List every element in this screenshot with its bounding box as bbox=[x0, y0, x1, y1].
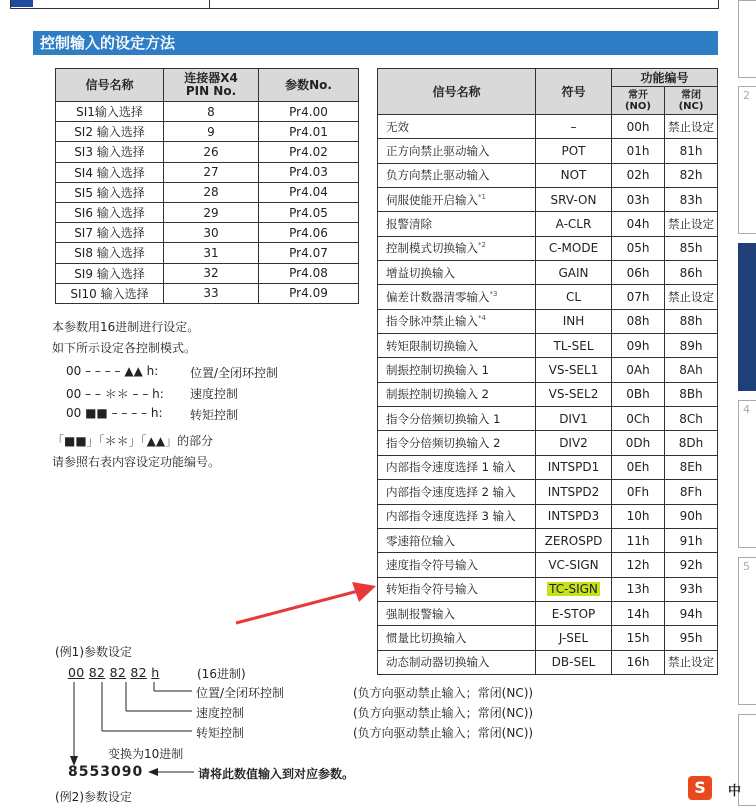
signal-name-cell: SI2 输入选择 bbox=[56, 122, 164, 142]
signal-name-cell: SI10 输入选择 bbox=[56, 283, 164, 303]
signal-name-cell: 内部指令速度选择 1 输入 bbox=[378, 455, 536, 479]
symbol-cell: INH bbox=[536, 309, 612, 333]
normally-closed-cell: 8Bh bbox=[665, 382, 718, 406]
normally-closed-cell: 禁止设定 bbox=[665, 115, 718, 139]
normally-open-cell: 00h bbox=[612, 115, 665, 139]
normally-closed-cell: 94h bbox=[665, 601, 718, 625]
symbol-cell: DIV1 bbox=[536, 407, 612, 431]
table-row bbox=[378, 407, 718, 431]
param-no-cell: Pr4.02 bbox=[259, 142, 359, 162]
signal-name-cell: 制振控制切换输入 1 bbox=[378, 358, 536, 382]
symbol-cell: DB-SEL bbox=[536, 650, 612, 674]
param-no-cell: Pr4.01 bbox=[259, 122, 359, 142]
footnote-mark: *1 bbox=[478, 192, 486, 201]
normally-open-cell: 15h bbox=[612, 626, 665, 650]
normally-open-cell: 13h bbox=[612, 577, 665, 601]
signal-name-cell: 偏差计数器清零输入$^{*3}$ bbox=[378, 285, 536, 309]
table-row bbox=[378, 480, 718, 504]
table-row bbox=[378, 236, 718, 260]
normally-open-cell: 02h bbox=[612, 163, 665, 187]
symbol-cell: – bbox=[536, 115, 612, 139]
table-row bbox=[56, 202, 359, 222]
left-arrow-icon bbox=[148, 765, 196, 779]
table-row bbox=[378, 358, 718, 382]
mode-torque-label: 转矩控制 bbox=[190, 408, 239, 422]
signal-name-cell: 惯量比切换输入 bbox=[378, 626, 536, 650]
normally-closed-cell: 95h bbox=[665, 626, 718, 650]
symbol-cell bbox=[536, 577, 612, 601]
ime-logo-icon[interactable]: S bbox=[688, 776, 712, 800]
table-row bbox=[378, 212, 718, 236]
col-normally-open: 常开 (NO) bbox=[612, 87, 665, 115]
symbol-cell: A-CLR bbox=[536, 212, 612, 236]
param-no-cell: Pr4.04 bbox=[259, 182, 359, 202]
col-function-number: 功能编号 bbox=[612, 69, 718, 87]
symbol-cell: POT bbox=[536, 139, 612, 163]
signal-name-cell: 增益切换输入 bbox=[378, 261, 536, 285]
signal-name-cell: 内部指令速度选择 3 输入 bbox=[378, 504, 536, 528]
table-row bbox=[378, 261, 718, 285]
normally-open-cell: 0Fh bbox=[612, 480, 665, 504]
pin-no-cell: 27 bbox=[164, 162, 259, 182]
table-row bbox=[378, 431, 718, 455]
table-row bbox=[378, 626, 718, 650]
input-selection-table bbox=[55, 68, 359, 304]
normally-open-cell: 0Ch bbox=[612, 407, 665, 431]
sidebar-tab-2[interactable]: 2 bbox=[738, 86, 756, 234]
table-row bbox=[378, 139, 718, 163]
example-1-label-position: 位置/全闭环控制 bbox=[196, 686, 285, 700]
pin-no-cell: 31 bbox=[164, 243, 259, 263]
normally-open-cell: 07h bbox=[612, 285, 665, 309]
mode-torque-code: 00 ■■ – – – – h: bbox=[66, 406, 163, 420]
normally-closed-cell: 禁止设定 bbox=[665, 212, 718, 236]
normally-open-cell: 0Eh bbox=[612, 455, 665, 479]
pin-no-cell: 32 bbox=[164, 263, 259, 283]
mode-speed-label: 速度控制 bbox=[190, 387, 239, 401]
symbol-cell: C-MODE bbox=[536, 236, 612, 260]
param-no-cell: Pr4.06 bbox=[259, 223, 359, 243]
signal-name-cell: 零速箝位输入 bbox=[378, 528, 536, 552]
symbol-cell: INTSPD2 bbox=[536, 480, 612, 504]
table-row bbox=[378, 188, 718, 212]
normally-open-cell: 10h bbox=[612, 504, 665, 528]
normally-closed-cell: 81h bbox=[665, 139, 718, 163]
sidebar-tab-3-active[interactable] bbox=[738, 243, 756, 391]
normally-closed-cell: 82h bbox=[665, 163, 718, 187]
table-row bbox=[56, 102, 359, 122]
normally-open-cell: 0Dh bbox=[612, 431, 665, 455]
signal-name-cell: 转矩限制切换输入 bbox=[378, 334, 536, 358]
signal-name-cell: SI4 输入选择 bbox=[56, 162, 164, 182]
sidebar-tab-4[interactable]: 4 bbox=[738, 400, 756, 548]
signal-name-cell: 无效 bbox=[378, 115, 536, 139]
table-row bbox=[378, 553, 718, 577]
signal-name-cell: SI9 输入选择 bbox=[56, 263, 164, 283]
normally-open-cell: 06h bbox=[612, 261, 665, 285]
pin-no-cell: 30 bbox=[164, 223, 259, 243]
example-1-meaning-1: (负方向驱动禁止输入；常闭(NC)) bbox=[353, 686, 534, 700]
mode-position-label: 位置/全闭环控制 bbox=[190, 366, 279, 380]
normally-closed-cell: 8Ch bbox=[665, 407, 718, 431]
symbol-cell: E-STOP bbox=[536, 601, 612, 625]
normally-closed-cell: 90h bbox=[665, 504, 718, 528]
signal-name-cell: 转矩指令符号输入 bbox=[378, 577, 536, 601]
symbol-cell: TL-SEL bbox=[536, 334, 612, 358]
section-heading: 控制输入的设定方法 bbox=[33, 31, 718, 55]
signal-name-cell: 动态制动器切换输入 bbox=[378, 650, 536, 674]
table-row bbox=[56, 122, 359, 142]
normally-closed-cell: 8Eh bbox=[665, 455, 718, 479]
param-no-cell: Pr4.09 bbox=[259, 283, 359, 303]
param-no-cell: Pr4.03 bbox=[259, 162, 359, 182]
highlighted-symbol: TC-SIGN bbox=[549, 582, 598, 597]
symbol-cell: INTSPD1 bbox=[536, 455, 612, 479]
col-symbol: 符号 bbox=[536, 69, 612, 115]
param-no-cell: Pr4.00 bbox=[259, 102, 359, 122]
normally-closed-cell: 92h bbox=[665, 553, 718, 577]
signal-name-cell: 控制模式切换输入$^{*2}$ bbox=[378, 236, 536, 260]
normally-closed-cell: 91h bbox=[665, 528, 718, 552]
signal-name-cell: SI6 输入选择 bbox=[56, 202, 164, 222]
mode-position-code: 00 – – – – ▲▲ h: bbox=[66, 364, 159, 378]
footnote-mark: *4 bbox=[478, 314, 486, 323]
ref-line-2: 请参照右表内容设定功能编号。 bbox=[52, 455, 221, 469]
normally-closed-cell: 88h bbox=[665, 309, 718, 333]
table-row bbox=[378, 163, 718, 187]
convert-decimal-label: 变换为10进制 bbox=[108, 747, 184, 761]
footnote-mark: *2 bbox=[478, 241, 486, 250]
table-header-row bbox=[56, 69, 359, 102]
signal-name-cell: 制振控制切换输入 2 bbox=[378, 382, 536, 406]
normally-closed-cell: 86h bbox=[665, 261, 718, 285]
normally-open-cell: 05h bbox=[612, 236, 665, 260]
pin-no-cell: 29 bbox=[164, 202, 259, 222]
normally-closed-cell: 85h bbox=[665, 236, 718, 260]
table-row bbox=[56, 263, 359, 283]
previous-table-accent bbox=[11, 0, 33, 7]
symbol-cell: NOT bbox=[536, 163, 612, 187]
ref-line-1: 「■■」「＊＊」「▲▲」的部分 bbox=[52, 434, 214, 448]
table-row bbox=[56, 162, 359, 182]
table-row bbox=[378, 382, 718, 406]
normally-open-cell: 08h bbox=[612, 309, 665, 333]
normally-closed-cell: 8Dh bbox=[665, 431, 718, 455]
table-row bbox=[378, 601, 718, 625]
table-row bbox=[56, 182, 359, 202]
example-1-code: 00 82 82 82 h bbox=[68, 665, 160, 680]
normally-open-cell: 11h bbox=[612, 528, 665, 552]
sidebar-tab-5[interactable]: 5 bbox=[738, 557, 756, 705]
symbol-cell: INTSPD3 bbox=[536, 504, 612, 528]
symbol-cell: DIV2 bbox=[536, 431, 612, 455]
table-row bbox=[378, 115, 718, 139]
signal-name-cell: 伺服使能开启输入$^{*1}$ bbox=[378, 188, 536, 212]
symbol-cell: SRV-ON bbox=[536, 188, 612, 212]
function-number-table bbox=[377, 68, 718, 675]
input-instruction: 请将此数值输入到对应参数。 bbox=[198, 767, 355, 781]
mode-speed-code: 00 – – ＊＊ – – h: bbox=[66, 387, 164, 401]
example-1-meaning-3: (负方向驱动禁止输入；常闭(NC)) bbox=[353, 726, 534, 740]
table-row bbox=[56, 243, 359, 263]
normally-open-cell: 14h bbox=[612, 601, 665, 625]
normally-closed-cell: 89h bbox=[665, 334, 718, 358]
decimal-value: 8553090 bbox=[68, 764, 144, 780]
signal-name-cell: 正方向禁止驱动输入 bbox=[378, 139, 536, 163]
symbol-cell: J-SEL bbox=[536, 626, 612, 650]
table-row bbox=[378, 285, 718, 309]
example-1-label-torque: 转矩控制 bbox=[196, 726, 245, 740]
symbol-cell: ZEROSPD bbox=[536, 528, 612, 552]
example-2-title: (例2)参数设定 bbox=[55, 790, 132, 804]
pin-no-cell: 28 bbox=[164, 182, 259, 202]
normally-closed-cell: 8Fh bbox=[665, 480, 718, 504]
normally-open-cell: 0Ah bbox=[612, 358, 665, 382]
col-param-no: 参数No. bbox=[259, 69, 359, 102]
footnote-mark: *3 bbox=[489, 290, 498, 299]
table-row bbox=[378, 577, 718, 601]
signal-name-cell: 指令脉冲禁止输入$^{*4}$ bbox=[378, 309, 536, 333]
normally-open-cell: 0Bh bbox=[612, 382, 665, 406]
col-signal-name: 信号名称 bbox=[56, 69, 164, 102]
ime-language-indicator[interactable]: 中 bbox=[728, 784, 742, 799]
signal-name-cell: SI3 输入选择 bbox=[56, 142, 164, 162]
table-header-row bbox=[378, 69, 718, 87]
signal-name-cell: 指令分倍频切换输入 2 bbox=[378, 431, 536, 455]
col-normally-closed: 常闭 (NC) bbox=[665, 87, 718, 115]
table-row bbox=[378, 455, 718, 479]
previous-table-fragment bbox=[10, 0, 719, 9]
normally-open-cell: 09h bbox=[612, 334, 665, 358]
normally-open-cell: 04h bbox=[612, 212, 665, 236]
pin-no-cell: 9 bbox=[164, 122, 259, 142]
param-no-cell: Pr4.08 bbox=[259, 263, 359, 283]
symbol-cell: VS-SEL1 bbox=[536, 358, 612, 382]
signal-name-cell: 指令分倍频切换输入 1 bbox=[378, 407, 536, 431]
desc-line-2: 如下所示设定各控制模式。 bbox=[52, 341, 197, 355]
red-arrow-icon bbox=[230, 578, 380, 628]
example-1-title: (例1)参数设定 bbox=[55, 645, 132, 659]
pin-no-cell: 33 bbox=[164, 283, 259, 303]
normally-closed-cell: 禁止设定 bbox=[665, 650, 718, 674]
normally-closed-cell: 83h bbox=[665, 188, 718, 212]
signal-name-cell: SI5 输入选择 bbox=[56, 182, 164, 202]
normally-open-cell: 16h bbox=[612, 650, 665, 674]
pin-no-cell: 26 bbox=[164, 142, 259, 162]
example-1-label-speed: 速度控制 bbox=[196, 706, 245, 720]
symbol-cell: CL bbox=[536, 285, 612, 309]
param-no-cell: Pr4.07 bbox=[259, 243, 359, 263]
symbol-cell: VS-SEL2 bbox=[536, 382, 612, 406]
signal-name-cell: 强制报警输入 bbox=[378, 601, 536, 625]
signal-name-cell: 速度指令符号输入 bbox=[378, 553, 536, 577]
table-row bbox=[378, 309, 718, 333]
sidebar-tab-1[interactable] bbox=[738, 0, 756, 78]
param-no-cell: Pr4.05 bbox=[259, 202, 359, 222]
desc-line-1: 本参数用16进制进行设定。 bbox=[52, 320, 200, 334]
normally-open-cell: 03h bbox=[612, 188, 665, 212]
signal-name-cell: 内部指令速度选择 2 输入 bbox=[378, 480, 536, 504]
table-row bbox=[56, 142, 359, 162]
signal-name-cell: 报警清除 bbox=[378, 212, 536, 236]
signal-name-cell: 负方向禁止驱动输入 bbox=[378, 163, 536, 187]
example-1-meaning-2: (负方向驱动禁止输入；常闭(NC)) bbox=[353, 706, 534, 720]
col-pin-no: 连接器X4 PIN No. bbox=[164, 69, 259, 102]
table-row bbox=[378, 504, 718, 528]
example-1-base-note: (16进制) bbox=[197, 667, 246, 681]
signal-name-cell: SI7 输入选择 bbox=[56, 223, 164, 243]
col-signal-name: 信号名称 bbox=[378, 69, 536, 115]
table-row bbox=[378, 334, 718, 358]
table-row bbox=[56, 283, 359, 303]
normally-open-cell: 12h bbox=[612, 553, 665, 577]
signal-name-cell: SI8 输入选择 bbox=[56, 243, 164, 263]
normally-closed-cell: 禁止设定 bbox=[665, 285, 718, 309]
normally-closed-cell: 8Ah bbox=[665, 358, 718, 382]
table-row bbox=[378, 650, 718, 674]
signal-name-cell: SI1输入选择 bbox=[56, 102, 164, 122]
symbol-cell: GAIN bbox=[536, 261, 612, 285]
table-row bbox=[56, 223, 359, 243]
symbol-cell: VC-SIGN bbox=[536, 553, 612, 577]
normally-closed-cell: 93h bbox=[665, 577, 718, 601]
table-row bbox=[378, 528, 718, 552]
normally-open-cell: 01h bbox=[612, 139, 665, 163]
pin-no-cell: 8 bbox=[164, 102, 259, 122]
